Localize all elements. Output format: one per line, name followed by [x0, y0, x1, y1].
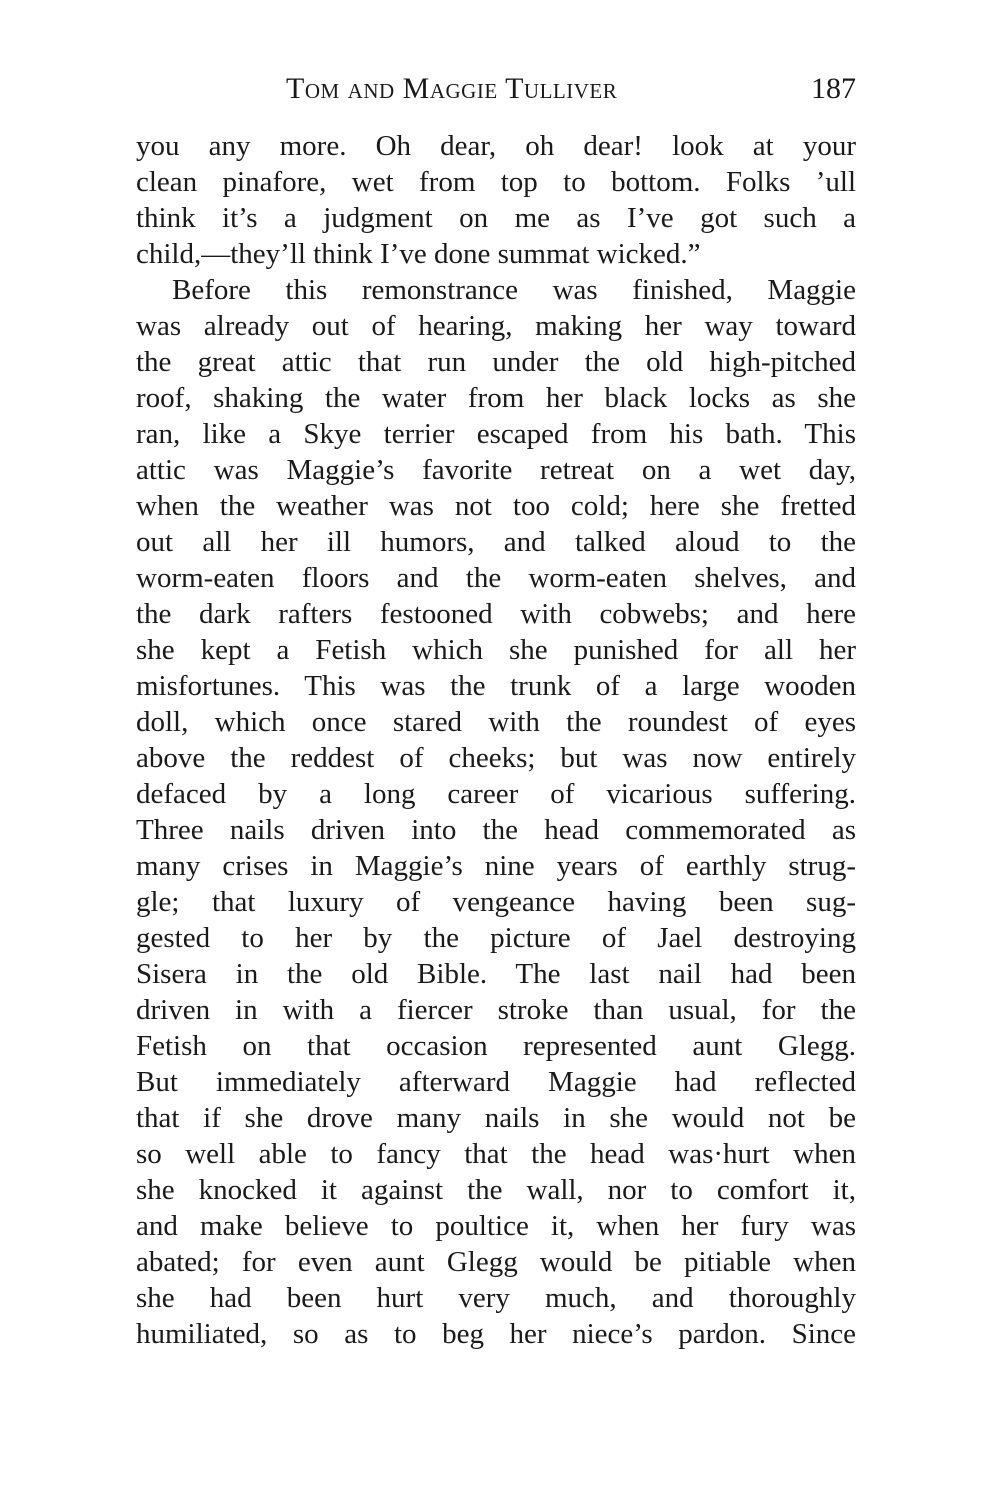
text-line: roof, shaking the water from her black locks as she: [136, 382, 856, 414]
text-line: clean pinafore, wet from top to bottom. Folks ’ull: [136, 166, 856, 198]
text-line: doll, which once stared with the roundest of eyes: [136, 706, 856, 738]
text-line: she knocked it against the wall, nor to comfort it,: [136, 1174, 856, 1206]
text-line: when the weather was not too cold; here she fretted: [136, 490, 856, 522]
text-line: But immediately afterward Maggie had reflected: [136, 1066, 856, 1098]
text-line: Sisera in the old Bible. The last nail had been: [136, 958, 856, 990]
text-line: attic was Maggie’s favorite retreat on a wet day,: [136, 454, 856, 486]
text-line: misfortunes. This was the trunk of a large wooden: [136, 670, 856, 702]
text-line: Fetish on that occasion represented aunt Glegg.: [136, 1030, 856, 1062]
text-line: she kept a Fetish which she punished for all her: [136, 634, 856, 666]
text-line: so well able to fancy that the head was·hurt when: [136, 1138, 856, 1170]
text-line: child,—they’ll think I’ve done summat wicked.”: [136, 238, 701, 270]
text-line: Three nails driven into the head commemorated as: [136, 814, 856, 846]
text-line: gle; that luxury of vengeance having been sug-: [136, 886, 856, 918]
running-head: [136, 72, 856, 116]
text-line: abated; for even aunt Glegg would be pitiable when: [136, 1246, 856, 1278]
text-line: humiliated, so as to beg her niece’s pardon. Since: [136, 1318, 856, 1350]
text-line: above the reddest of cheeks; but was now entirely: [136, 742, 856, 774]
text-line: worm-eaten floors and the worm-eaten shelves, and: [136, 562, 856, 594]
text-line: you any more. Oh dear, oh dear! look at your: [136, 130, 856, 162]
text-line: that if she drove many nails in she would not be: [136, 1102, 856, 1134]
text-line: the dark rafters festooned with cobwebs; and here: [136, 598, 856, 630]
text-line: the great attic that run under the old high-pitched: [136, 346, 856, 378]
running-title: Tom and Maggie Tulliver: [286, 72, 618, 105]
text-line: think it’s a judgment on me as I’ve got such a: [136, 202, 856, 234]
text-line: many crises in Maggie’s nine years of earthly strug-: [136, 850, 856, 882]
text-line: Before this remonstrance was finished, Maggie: [172, 274, 856, 306]
text-line: defaced by a long career of vicarious suffering.: [136, 778, 856, 810]
text-line: she had been hurt very much, and thoroughly: [136, 1282, 856, 1314]
text-line: driven in with a fiercer stroke than usual, for the: [136, 994, 856, 1026]
text-line: ran, like a Skye terrier escaped from his bath. This: [136, 418, 856, 450]
text-line: and make believe to poultice it, when her fury was: [136, 1210, 856, 1242]
text-line: out all her ill humors, and talked aloud to the: [136, 526, 856, 558]
page-number: 187: [811, 72, 856, 105]
text-line: gested to her by the picture of Jael destroying: [136, 922, 856, 954]
text-line: was already out of hearing, making her way toward: [136, 310, 856, 342]
body-text: [136, 128, 856, 1352]
